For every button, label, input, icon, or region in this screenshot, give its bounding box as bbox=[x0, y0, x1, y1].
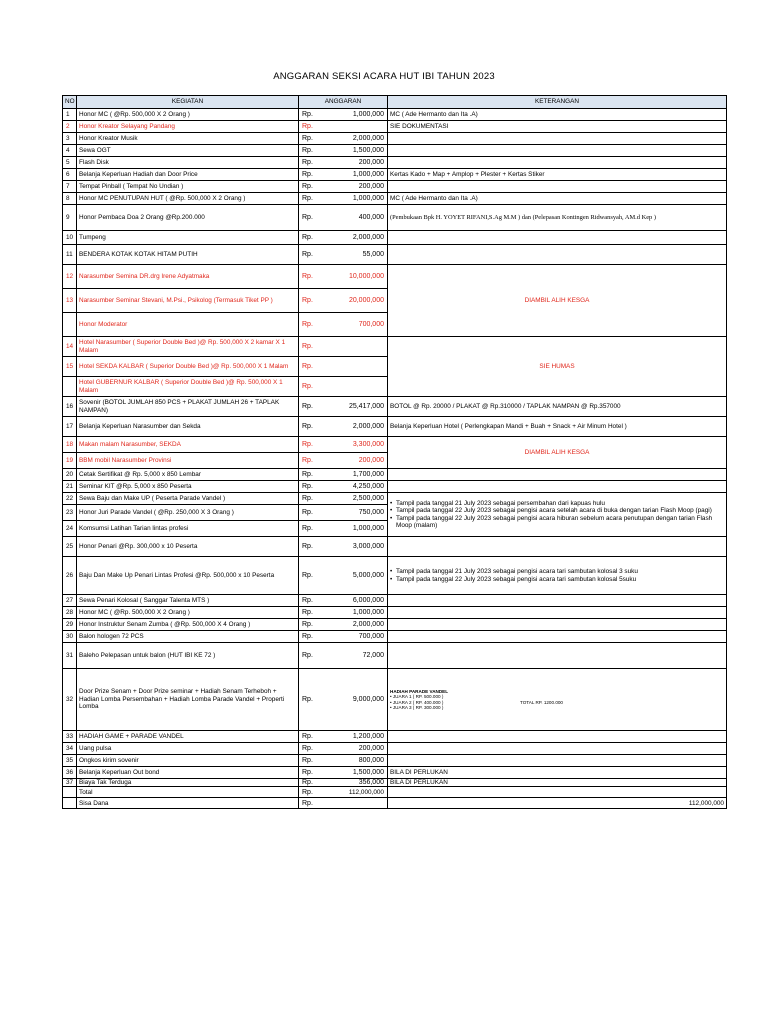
amount-value: 1,000,000 bbox=[352, 170, 384, 178]
currency-label: Rp. bbox=[302, 788, 313, 796]
row-anggaran bbox=[299, 669, 388, 731]
row-keterangan bbox=[388, 181, 727, 193]
row-anggaran bbox=[299, 631, 388, 643]
row-no: 10 bbox=[63, 231, 77, 245]
row-no: 27 bbox=[63, 595, 77, 607]
table-row bbox=[63, 493, 727, 505]
hadiah-item: • JUARA 2 ( RP. 400.000 ) bbox=[390, 699, 444, 705]
total-row bbox=[63, 787, 727, 798]
row-no bbox=[63, 787, 77, 798]
table-row bbox=[63, 595, 727, 607]
row-kegiatan: Makan malam Narasumber, SEKDA bbox=[77, 437, 299, 453]
row-kegiatan: Seminar KIT @Rp. 5,000 x 850 Peserta bbox=[77, 481, 299, 493]
row-anggaran bbox=[299, 417, 388, 437]
table-row bbox=[63, 481, 727, 493]
header-row bbox=[63, 96, 727, 109]
row-anggaran bbox=[299, 437, 388, 453]
currency-label: Rp. bbox=[302, 440, 313, 448]
row-keterangan: MC ( Ade Hermanto dan Ita .A) bbox=[388, 193, 727, 205]
amount-value: 2,500,000 bbox=[352, 494, 384, 502]
row-no: 18 bbox=[63, 437, 77, 453]
row-keterangan bbox=[388, 731, 727, 743]
note-item: • Tampil pada tanggal 22 July 2023 sebagai pengisi acara tari sambutan kolosal 5suku bbox=[390, 576, 724, 583]
row-no: 13 bbox=[63, 289, 77, 313]
row-keterangan: Kertas Kado + Map + Amplop + Plester + Kertas Stiker bbox=[388, 169, 727, 181]
row-kegiatan: Sovenir (BOTOL JUMLAH 850 PCS + PLAKAT JUMLAH 26 + TAPLAK NAMPAN) bbox=[77, 397, 299, 417]
bulleted-notes bbox=[388, 493, 727, 537]
amount-value: 1,000,000 bbox=[352, 608, 384, 616]
row-kegiatan: Honor Kreator Selayang Pandang bbox=[77, 121, 299, 133]
row-no bbox=[63, 313, 77, 337]
row-no: 17 bbox=[63, 417, 77, 437]
currency-label: Rp. bbox=[302, 744, 313, 752]
row-anggaran bbox=[299, 619, 388, 631]
amount-value: 3,300,000 bbox=[352, 440, 384, 448]
sisa-amount: 112,000,000 bbox=[388, 798, 727, 809]
amount-value: 1,500,000 bbox=[352, 768, 384, 776]
row-kegiatan: BBM mobil Narasumber Provinsi bbox=[77, 453, 299, 469]
row-no: 33 bbox=[63, 731, 77, 743]
page-title: ANGGARAN SEKSI ACARA HUT IBI TAHUN 2023 bbox=[273, 71, 495, 82]
row-keterangan: BOTOL @ Rp. 20000 / PLAKAT @ Rp.310000 / TAPLAK NAMPAN @ Rp.357000 bbox=[388, 397, 727, 417]
currency-label: Rp. bbox=[302, 402, 313, 410]
row-kegiatan: Narasumber Semina DR.drg Irene Adyatmaka bbox=[77, 265, 299, 289]
note-item: • Tampil pada tanggal 21 July 2023 sebagai persembahan dari kapuas hulu bbox=[390, 500, 724, 507]
row-anggaran bbox=[299, 743, 388, 755]
currency-label: Rp. bbox=[302, 482, 313, 490]
row-no: 4 bbox=[63, 145, 77, 157]
table-row bbox=[63, 643, 727, 669]
currency-label: Rp. bbox=[302, 122, 313, 130]
row-anggaran bbox=[299, 205, 388, 231]
row-no: 22 bbox=[63, 493, 77, 505]
table-row bbox=[63, 779, 727, 787]
currency-label: Rp. bbox=[302, 608, 313, 616]
row-anggaran bbox=[299, 537, 388, 557]
table-row bbox=[63, 557, 727, 595]
merged-note: DIAMBIL ALIH KESGA bbox=[388, 265, 727, 337]
hadiah-total: TOTAL RP. 1200.000 bbox=[520, 699, 563, 705]
currency-label: Rp. bbox=[302, 732, 313, 740]
amount-value: 800,000 bbox=[358, 756, 384, 764]
amount-value: 400,000 bbox=[358, 213, 384, 221]
header-kegiatan: KEGIATAN bbox=[77, 96, 299, 109]
currency-label: Rp. bbox=[302, 768, 313, 776]
row-keterangan: Belanja Keperluan Hotel ( Perlengkapan Mandi + Buah + Snack + Air Minum Hotel ) bbox=[388, 417, 727, 437]
currency-label: Rp. bbox=[302, 779, 313, 786]
header-keterangan: KETERANGAN bbox=[388, 96, 727, 109]
amount-value: 2,000,000 bbox=[352, 233, 384, 241]
currency-label: Rp. bbox=[302, 799, 313, 807]
table-row bbox=[63, 631, 727, 643]
row-no: 37 bbox=[63, 779, 77, 787]
row-anggaran bbox=[299, 109, 388, 121]
table-row bbox=[63, 205, 727, 231]
row-kegiatan: Honor Kreator Musik bbox=[77, 133, 299, 145]
row-kegiatan: Belanja Keperluan Out bond bbox=[77, 767, 299, 779]
row-kegiatan: Uang pulsa bbox=[77, 743, 299, 755]
row-anggaran bbox=[299, 557, 388, 595]
row-no: 11 bbox=[63, 245, 77, 265]
row-anggaran bbox=[299, 767, 388, 779]
row-anggaran bbox=[299, 643, 388, 669]
table-row bbox=[63, 109, 727, 121]
currency-label: Rp. bbox=[302, 342, 313, 350]
table-row bbox=[63, 337, 727, 357]
currency-label: Rp. bbox=[302, 110, 313, 118]
table-row bbox=[63, 417, 727, 437]
row-kegiatan: Tumpeng bbox=[77, 231, 299, 245]
row-anggaran bbox=[299, 337, 388, 357]
currency-label: Rp. bbox=[302, 524, 313, 532]
row-no: 30 bbox=[63, 631, 77, 643]
amount-value: 3,000,000 bbox=[352, 542, 384, 550]
row-keterangan bbox=[388, 145, 727, 157]
amount-value: 9,000,000 bbox=[352, 695, 384, 703]
table-row bbox=[63, 607, 727, 619]
table-row bbox=[63, 669, 727, 731]
currency-label: Rp. bbox=[302, 194, 313, 202]
amount-value: 700,000 bbox=[358, 320, 384, 328]
row-keterangan bbox=[388, 743, 727, 755]
amount-value: 200,000 bbox=[358, 182, 384, 190]
row-keterangan bbox=[388, 481, 727, 493]
row-anggaran bbox=[299, 313, 388, 337]
row-no: 31 bbox=[63, 643, 77, 669]
row-keterangan bbox=[388, 245, 727, 265]
row-keterangan: SIE DOKUMENTASI bbox=[388, 121, 727, 133]
row-no: 21 bbox=[63, 481, 77, 493]
note-item: • Tampil pada tanggal 22 July 2023 sebagai pengisi acara hiburan sebelum acara penutupan dengan tarian Flash Moop (malam) bbox=[390, 515, 724, 530]
row-keterangan bbox=[388, 231, 727, 245]
merged-note: SIE HUMAS bbox=[388, 337, 727, 397]
row-no: 23 bbox=[63, 505, 77, 521]
row-no: 35 bbox=[63, 755, 77, 767]
amount-value: 2,000,000 bbox=[352, 422, 384, 430]
currency-label: Rp. bbox=[302, 362, 313, 370]
currency-label: Rp. bbox=[302, 542, 313, 550]
currency-label: Rp. bbox=[302, 632, 313, 640]
row-no: 28 bbox=[63, 607, 77, 619]
row-no: 32 bbox=[63, 669, 77, 731]
amount-value: 750,000 bbox=[358, 508, 384, 516]
hadiah-item: • JUARA 3 ( RP. 300.000 ) bbox=[390, 704, 444, 710]
amount-value: 1,000,000 bbox=[352, 194, 384, 202]
row-no: 36 bbox=[63, 767, 77, 779]
currency-label: Rp. bbox=[302, 470, 313, 478]
table-row bbox=[63, 265, 727, 289]
row-anggaran bbox=[299, 193, 388, 205]
merged-note: DIAMBIL ALIH KESGA bbox=[388, 437, 727, 469]
row-kegiatan: Baju Dan Make Up Penari Lintas Profesi @Rp. 500,000 x 10 Peserta bbox=[77, 557, 299, 595]
sisa-label: Sisa Dana bbox=[77, 798, 299, 809]
row-anggaran bbox=[299, 121, 388, 133]
amount-value: 700,000 bbox=[358, 632, 384, 640]
currency-label: Rp. bbox=[302, 422, 313, 430]
table-row bbox=[63, 469, 727, 481]
row-anggaran bbox=[299, 357, 388, 377]
note-item: • Tampil pada tanggal 21 July 2023 sebagai pengisi acara tari sambutan kolosal 3 suku bbox=[390, 568, 724, 575]
row-kegiatan: Belanja Keperluan Hadiah dan Door Price bbox=[77, 169, 299, 181]
row-kegiatan: Sewa Baju dan Make UP ( Peserta Parade Vandel ) bbox=[77, 493, 299, 505]
currency-label: Rp. bbox=[302, 320, 313, 328]
total-label: Total bbox=[77, 787, 299, 798]
row-no: 29 bbox=[63, 619, 77, 631]
row-no: 5 bbox=[63, 157, 77, 169]
row-anggaran bbox=[299, 595, 388, 607]
row-anggaran bbox=[299, 231, 388, 245]
row-keterangan: (Pembukaan Bpk H. YOYET RIFANI,S.Ag M.M ) dan (Pelepasan Kontingen Ridwansyah, AM.d Kep ) bbox=[388, 205, 727, 231]
row-anggaran bbox=[299, 493, 388, 505]
currency-label: Rp. bbox=[302, 182, 313, 190]
row-anggaran bbox=[299, 145, 388, 157]
row-no: 14 bbox=[63, 337, 77, 357]
table-row bbox=[63, 193, 727, 205]
row-kegiatan: Honor MC ( @Rp. 500,000 X 2 Orang ) bbox=[77, 607, 299, 619]
hadiah-item: • JUARA 1 ( RP. 500.000 ) bbox=[390, 694, 444, 700]
currency-label: Rp. bbox=[302, 233, 313, 241]
row-keterangan bbox=[388, 607, 727, 619]
currency-label: Rp. bbox=[302, 596, 313, 604]
amount-value: 200,000 bbox=[358, 456, 384, 464]
currency-label: Rp. bbox=[302, 651, 313, 659]
amount-value: 55,000 bbox=[362, 250, 384, 258]
row-kegiatan: Flash Disk bbox=[77, 157, 299, 169]
row-anggaran bbox=[299, 377, 388, 397]
row-anggaran bbox=[299, 453, 388, 469]
total-anggaran bbox=[299, 787, 388, 798]
hadiah-title: HADIAH PARADE VANDEL bbox=[390, 688, 449, 694]
row-keterangan bbox=[388, 133, 727, 145]
currency-label: Rp. bbox=[302, 456, 313, 464]
row-keterangan bbox=[388, 469, 727, 481]
row-kegiatan: Door Prize Senam + Door Prize seminar + Hadiah Senam Terheboh + Hadian Lomba Persembahan + Hadiah Lomba Parade Vandel + Properti Lomba bbox=[77, 669, 299, 731]
row-kegiatan: BENDERA KOTAK KOTAK HITAM PUTIH bbox=[77, 245, 299, 265]
row-anggaran bbox=[299, 521, 388, 537]
table-row bbox=[63, 743, 727, 755]
row-kegiatan: Hotel Narasumber ( Superior Double Bed )@ Rp. 500,000 X 2 kamar X 1 Malam bbox=[77, 337, 299, 357]
amount-value: 1,000,000 bbox=[352, 524, 384, 532]
row-anggaran bbox=[299, 755, 388, 767]
row-no: 20 bbox=[63, 469, 77, 481]
row-no: 24 bbox=[63, 521, 77, 537]
amount-value: 2,000,000 bbox=[352, 134, 384, 142]
sisa-anggaran bbox=[299, 798, 388, 809]
row-anggaran bbox=[299, 397, 388, 417]
row-keterangan bbox=[388, 619, 727, 631]
row-anggaran bbox=[299, 245, 388, 265]
row-kegiatan: Honor Penari @Rp. 300,000 x 10 Peserta bbox=[77, 537, 299, 557]
row-no: 16 bbox=[63, 397, 77, 417]
row-kegiatan: Honor Juri Parade Vandel ( @Rp. 250,000 X 3 Orang ) bbox=[77, 505, 299, 521]
row-anggaran bbox=[299, 481, 388, 493]
currency-label: Rp. bbox=[302, 146, 313, 154]
table-row bbox=[63, 731, 727, 743]
row-keterangan bbox=[388, 643, 727, 669]
note-item: • Tampil pada tanggal 22 July 2023 sebagai pengisi acara setelah acara di buka dengan tarian Flash Moop (pagi) bbox=[390, 507, 724, 514]
row-anggaran bbox=[299, 157, 388, 169]
amount-value: 20,000,000 bbox=[348, 296, 384, 304]
amount-value: 10,000,000 bbox=[348, 272, 384, 280]
currency-label: Rp. bbox=[302, 213, 313, 221]
total-keterangan bbox=[388, 787, 727, 798]
currency-label: Rp. bbox=[302, 170, 313, 178]
currency-label: Rp. bbox=[302, 250, 313, 258]
table-row bbox=[63, 121, 727, 133]
row-anggaran bbox=[299, 289, 388, 313]
currency-label: Rp. bbox=[302, 508, 313, 516]
row-keterangan bbox=[388, 631, 727, 643]
table-row bbox=[63, 145, 727, 157]
row-kegiatan: Honor MC PENUTUPAN HUT ( @Rp. 500,000 X 2 Orang ) bbox=[77, 193, 299, 205]
currency-label: Rp. bbox=[302, 158, 313, 166]
amount-value: 72,000 bbox=[362, 651, 384, 659]
currency-label: Rp. bbox=[302, 571, 313, 579]
row-no: 25 bbox=[63, 537, 77, 557]
row-kegiatan: Narasumber Seminar Stevani, M.Psi., Psikolog (Termasuk Tiket PP ) bbox=[77, 289, 299, 313]
table-row bbox=[63, 181, 727, 193]
table-row bbox=[63, 397, 727, 417]
row-no: 9 bbox=[63, 205, 77, 231]
row-keterangan: BILA DI PERLUKAN bbox=[388, 767, 727, 779]
row-kegiatan: Honor Moderator bbox=[77, 313, 299, 337]
row-kegiatan: Hotel GUBERNUR KALBAR ( Superior Double Bed )@ Rp. 500,000 X 1 Malam bbox=[77, 377, 299, 397]
amount-value: 1,200,000 bbox=[352, 732, 384, 740]
amount-value: 1,700,000 bbox=[352, 470, 384, 478]
currency-label: Rp. bbox=[302, 296, 313, 304]
table-row bbox=[63, 245, 727, 265]
table-row bbox=[63, 755, 727, 767]
row-no: 15 bbox=[63, 357, 77, 377]
row-no: 1 bbox=[63, 109, 77, 121]
row-no: 2 bbox=[63, 121, 77, 133]
row-kegiatan: Ongkos kirim sovenir bbox=[77, 755, 299, 767]
row-kegiatan: Honor Pembaca Doa 2 Orang @Rp.200.000 bbox=[77, 205, 299, 231]
row-no: 34 bbox=[63, 743, 77, 755]
table-row bbox=[63, 157, 727, 169]
amount-value: 200,000 bbox=[358, 158, 384, 166]
table-row bbox=[63, 169, 727, 181]
row-no: 19 bbox=[63, 453, 77, 469]
row-anggaran bbox=[299, 169, 388, 181]
row-anggaran bbox=[299, 265, 388, 289]
row-kegiatan: Honor Instruktur Senam Zumba ( @Rp. 500,000 X 4 Orang ) bbox=[77, 619, 299, 631]
currency-label: Rp. bbox=[302, 272, 313, 280]
row-no bbox=[63, 798, 77, 809]
row-keterangan: BILA DI PERLUKAN bbox=[388, 779, 727, 787]
row-anggaran bbox=[299, 505, 388, 521]
amount-value: 356,000 bbox=[358, 779, 384, 786]
row-kegiatan: Sewa Penari Kolosal ( Sanggar Talenta MTS ) bbox=[77, 595, 299, 607]
amount-value: 200,000 bbox=[358, 744, 384, 752]
row-no: 7 bbox=[63, 181, 77, 193]
row-no: 12 bbox=[63, 265, 77, 289]
row-keterangan bbox=[388, 157, 727, 169]
row-no bbox=[63, 377, 77, 397]
bulleted-notes bbox=[388, 557, 727, 595]
amount-value: 4,250,000 bbox=[352, 482, 384, 490]
row-anggaran bbox=[299, 133, 388, 145]
amount-value: 1,000,000 bbox=[352, 110, 384, 118]
table-row bbox=[63, 767, 727, 779]
currency-label: Rp. bbox=[302, 695, 313, 703]
row-keterangan bbox=[388, 755, 727, 767]
row-anggaran bbox=[299, 181, 388, 193]
table-row bbox=[63, 133, 727, 145]
row-kegiatan: Cetak Sertifikat @ Rp. 5,000 x 850 Lembar bbox=[77, 469, 299, 481]
table-row bbox=[63, 537, 727, 557]
row-kegiatan: Tempat Pinball ( Tempat No Undian ) bbox=[77, 181, 299, 193]
table-row bbox=[63, 437, 727, 453]
currency-label: Rp. bbox=[302, 134, 313, 142]
amount-value: 25,417,000 bbox=[348, 402, 384, 410]
hadiah-block bbox=[388, 669, 727, 731]
row-kegiatan: Belanja Keperluan Narasumber dan Sekda bbox=[77, 417, 299, 437]
row-no: 6 bbox=[63, 169, 77, 181]
row-kegiatan: Biaya Tak Terduga bbox=[77, 779, 299, 787]
budget-table bbox=[62, 95, 727, 809]
currency-label: Rp. bbox=[302, 756, 313, 764]
row-keterangan bbox=[388, 595, 727, 607]
currency-label: Rp. bbox=[302, 382, 313, 390]
row-anggaran bbox=[299, 731, 388, 743]
row-no: 8 bbox=[63, 193, 77, 205]
row-kegiatan: Komsumsi Latihan Tarian lintas profesi bbox=[77, 521, 299, 537]
row-anggaran bbox=[299, 469, 388, 481]
currency-label: Rp. bbox=[302, 620, 313, 628]
row-kegiatan: HADIAH GAME + PARADE VANDEL bbox=[77, 731, 299, 743]
row-kegiatan: Honor MC ( @Rp. 500,000 X 2 Orang ) bbox=[77, 109, 299, 121]
row-anggaran bbox=[299, 607, 388, 619]
table-row bbox=[63, 619, 727, 631]
row-no: 3 bbox=[63, 133, 77, 145]
table-row bbox=[63, 231, 727, 245]
row-kegiatan: Baleho Pelepasan untuk balon (HUT IBI KE 72 ) bbox=[77, 643, 299, 669]
amount-value: 6,000,000 bbox=[352, 596, 384, 604]
header-no: NO bbox=[63, 96, 77, 109]
header-anggaran: ANGGARAN bbox=[299, 96, 388, 109]
total-amount: 112,000,000 bbox=[348, 788, 384, 796]
amount-value: 5,000,000 bbox=[352, 571, 384, 579]
row-kegiatan: Balon hologen 72 PCS bbox=[77, 631, 299, 643]
currency-label: Rp. bbox=[302, 494, 313, 502]
amount-value: 1,500,000 bbox=[352, 146, 384, 154]
row-keterangan bbox=[388, 537, 727, 557]
sisa-dana-row bbox=[63, 798, 727, 809]
row-no: 26 bbox=[63, 557, 77, 595]
row-anggaran bbox=[299, 779, 388, 787]
row-kegiatan: Hotel SEKDA KALBAR ( Superior Double Bed )@ Rp. 500,000 X 1 Malam bbox=[77, 357, 299, 377]
amount-value: 2,000,000 bbox=[352, 620, 384, 628]
row-keterangan: MC ( Ade Hermanto dan Ita .A) bbox=[388, 109, 727, 121]
row-kegiatan: Sewa OGT bbox=[77, 145, 299, 157]
